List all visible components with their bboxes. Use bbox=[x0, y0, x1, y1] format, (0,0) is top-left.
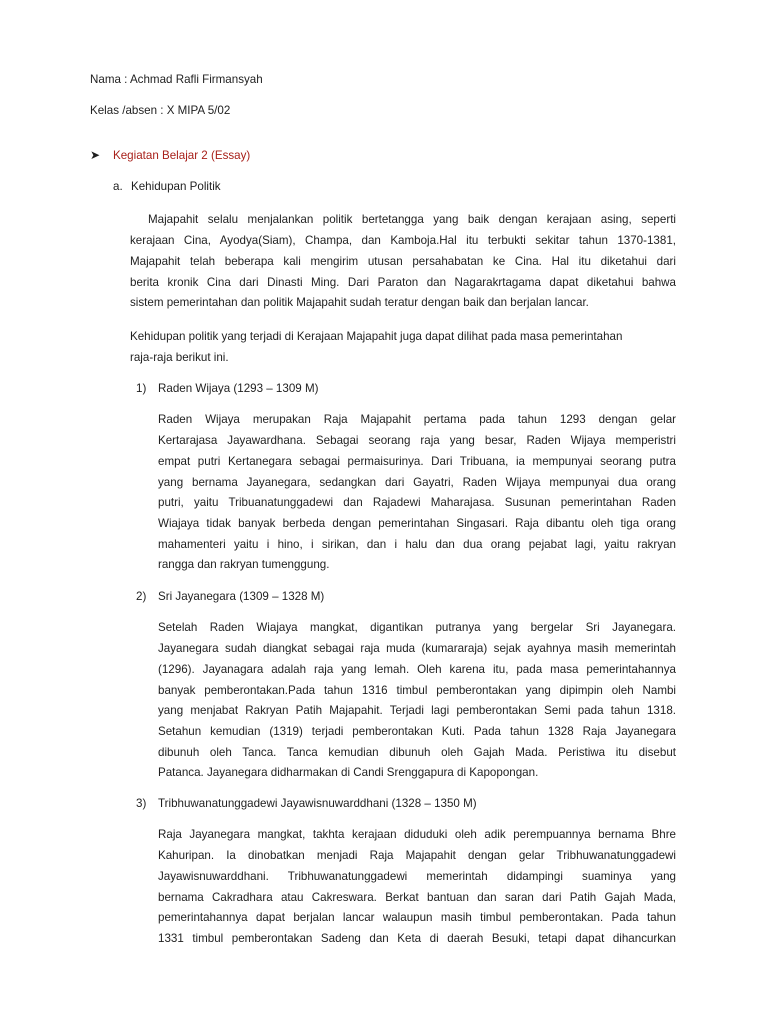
paragraph-line: dibunuh oleh Tanca. Tanca kemudian dibunuh oleh Gajah Mada. Peristiwa itu disebut bbox=[158, 746, 676, 759]
section-marker: a. bbox=[113, 180, 123, 193]
paragraph-line: banyak pemberontakan.Pada tahun 1316 timbul pemberontakan yang dipimpin oleh Nambi bbox=[158, 684, 676, 697]
paragraph-line: Setelah Raden Wiajaya mangkat, digantikan putranya yang bergelar Sri Jayanegara. bbox=[158, 621, 676, 634]
paragraph-line: Kehidupan politik yang terjadi di Kerajaan Majapahit juga dapat dilihat pada masa pemerintahan bbox=[130, 330, 623, 343]
paragraph-line: pemerintahannya dapat berjalan lancar walaupun masih timbul pemberontakan. Pada tahun bbox=[158, 911, 676, 924]
paragraph-line: 1331 timbul pemberontakan Sadeng dan Keta di daerah Besuki, tetapi dapat dihancurkan bbox=[158, 932, 676, 945]
activity-title: Kegiatan Belajar 2 (Essay) bbox=[113, 149, 251, 162]
list-number: 3) bbox=[136, 797, 147, 810]
paragraph-line: mahamenteri yaitu i hino, i sirikan, dan i halu dan dua orang pejabat lagi, yaitu rakryan bbox=[158, 538, 676, 551]
paragraph-line: empat putri Kertanegara sebagai permaisurinya. Dari Tribuana, ia mempunyai seorang putra bbox=[158, 455, 676, 468]
student-class: Kelas /absen : X MIPA 5/02 bbox=[90, 104, 231, 117]
paragraph-line: Raja Jayanegara mangkat, takhta kerajaan diduduki oleh adik perempuannya bernama Bhre bbox=[158, 828, 676, 841]
student-name: Nama : Achmad Rafli Firmansyah bbox=[90, 73, 263, 86]
paragraph-line: Majapahit telah beberapa kali mengirim utusan persahabatan ke Cina. Hal itu diketahui dari bbox=[130, 255, 676, 268]
paragraph-line: yang menjabat Rakryan Patih Majapahit. Terjadi lagi pemberontakan Semi pada tahun 1318. bbox=[158, 704, 676, 717]
paragraph-line: Raden Wijaya merupakan Raja Majapahit pertama pada tahun 1293 dengan gelar bbox=[158, 413, 676, 426]
paragraph-line: Jayawisnuwarddhani. Tribhuwanatunggadewi memerintah didampingi suaminya yang bbox=[158, 870, 676, 883]
section-title: Kehidupan Politik bbox=[131, 180, 221, 193]
paragraph-line: Kahuripan. Ia dinobatkan menjadi Raja Majapahit dengan gelar Tribhuwanatunggadewi bbox=[158, 849, 676, 862]
paragraph-line: putri, yaitu Tribuanatunggadewi dan Rajadewi Maharajasa. Susunan pemerintahan Raden bbox=[158, 496, 676, 509]
paragraph-line: Setahun kemudian (1319) terjadi pemberontakan Kuti. Pada tahun 1328 Raja Jayanegara bbox=[158, 725, 676, 738]
paragraph-line: Wiajaya tidak banyak berbeda dengan pemerintahan Singasari. Raja dibantu oleh tiga orang bbox=[158, 517, 676, 530]
king-title: Raden Wijaya (1293 – 1309 M) bbox=[158, 382, 319, 395]
arrow-bullet-icon: ➤ bbox=[90, 148, 101, 162]
paragraph-line: Jayanegara sudah diangkat sebagai raja muda (kumararaja) sejak ayahnya masih memerintah bbox=[158, 642, 676, 655]
paragraph-line: Majapahit selalu menjalankan politik bertetangga yang baik dengan kerajaan asing, seperti bbox=[148, 213, 676, 226]
paragraph-line: berita kronik Cina dari Dinasti Ming. Dari Paraton dan Nagarakrtagama dapat diketahui bahwa bbox=[130, 276, 676, 289]
paragraph-line: Kertarajasa Jayawardhana. Sebagai seorang raja yang besar, Raden Wijaya memperistri bbox=[158, 434, 676, 447]
king-title: Tribhuwanatunggadewi Jayawisnuwarddhani (1328 – 1350 M) bbox=[158, 797, 477, 810]
paragraph-line: rangga dan rakryan tumenggung. bbox=[158, 558, 330, 571]
paragraph-line: sistem pemerintahan dan politik Majapahit sudah teratur dengan baik dan berjalan lancar. bbox=[130, 296, 589, 309]
list-number: 2) bbox=[136, 590, 147, 603]
list-number: 1) bbox=[136, 382, 147, 395]
paragraph-line: Patanca. Jayanegara didharmakan di Candi Srenggapura di Kapopongan. bbox=[158, 766, 539, 779]
paragraph-line: kerajaan Cina, Ayodya(Siam), Champa, dan Kamboja.Hal itu terbukti sekitar tahun 1370-1381, bbox=[130, 234, 676, 247]
paragraph-line: yang bernama Jayanegara, sedangkan dari Gayatri, Raden Wijaya mempunyai dua orang bbox=[158, 476, 676, 489]
paragraph-line: raja-raja berikut ini. bbox=[130, 351, 229, 364]
paragraph-line: bernama Cakradhara atau Cakreswara. Berkat bantuan dan saran dari Patih Gajah Mada, bbox=[158, 891, 676, 904]
paragraph-line: (1296). Jayanagara adalah raja yang lemah. Oleh karena itu, pada masa pemerintahannya bbox=[158, 663, 676, 676]
king-title: Sri Jayanegara (1309 – 1328 M) bbox=[158, 590, 325, 603]
